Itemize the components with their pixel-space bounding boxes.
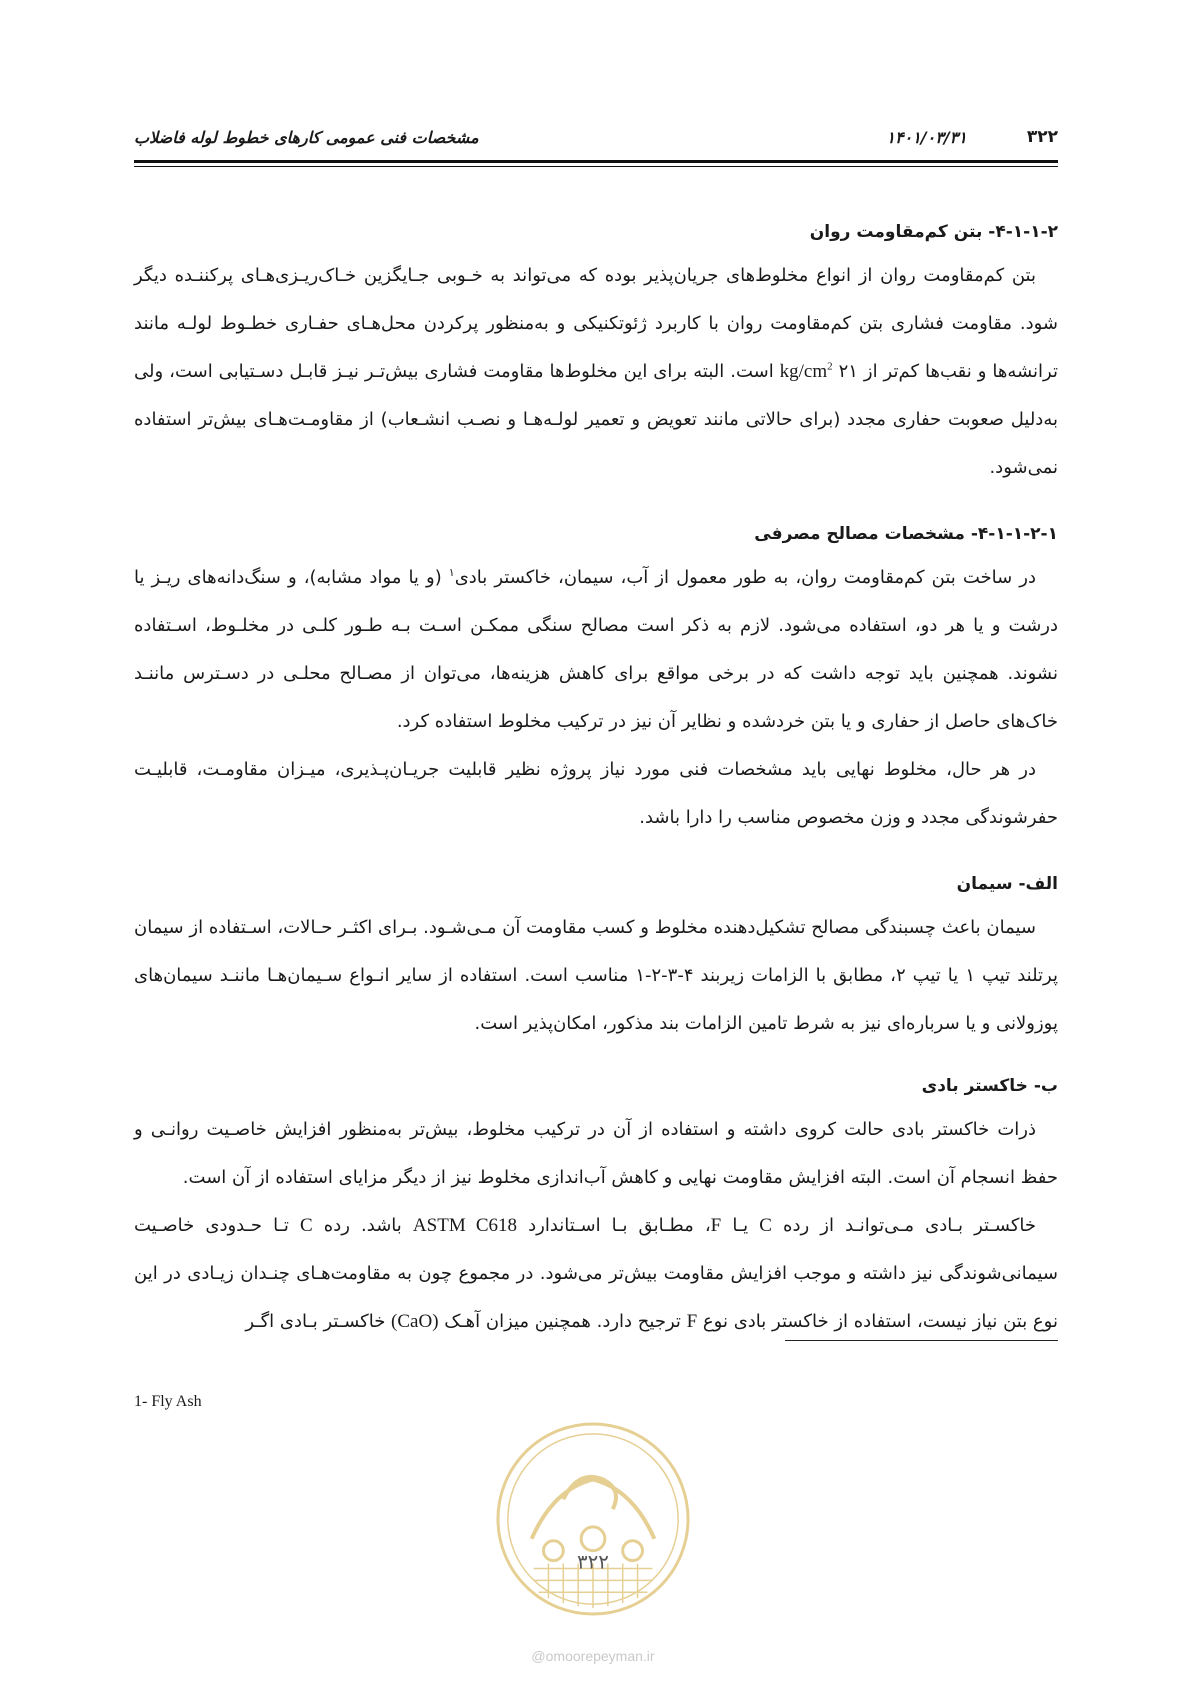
subsection-heading: ب- خاکستر بادی: [921, 1076, 1058, 1096]
spacer: [134, 1048, 1058, 1066]
running-header: [134, 120, 1058, 154]
header-rule-thin: [134, 166, 1058, 167]
text-run: ۲۱ است. البته برای این مخلوط‌ها مقاومت فشاری بیش‌تـر نیـز قابـل دسـتیابی است، ولی به‌دلیل صعوبت حفاری مجدد (برای حالاتی مانند تعویض و تعمیر لولـه‌هـا و نصـب انشـعاب) از مقاومـت‌هـای بیش‌تر استفاده نمی‌شود.: [134, 361, 1058, 478]
paragraph: ذرات خاکستر بادی حالت کروی داشته و استفاده از آن در ترکیب مخلوط، بیش‌تر به‌منظور افزایش خاصـیت روانـی و حفظ انسجام آن است. البته افزایش مقاومت نهایی و کاهش آب‌اندازی مخلوط نیز از دیگر مزایای استفاده از آن است.: [134, 1119, 1058, 1188]
subsection-heading: الف- سیمان: [956, 874, 1058, 894]
chemical-formula: (CaO): [391, 1311, 439, 1332]
watermark-seal-icon: [494, 1420, 692, 1618]
header-rule: [134, 160, 1058, 163]
footnote-ref[interactable]: ۱: [448, 566, 455, 579]
paragraph: [134, 554, 1058, 746]
text-run: بتن کم‌مقاومت روان از انواع مخلوط‌های جریان‌پذیر بوده که می‌تواند به خـوبی جـایگزین خـاک‌ریـزی‌هـای پرکننـده دیگر شود. مقاومت فشاری بتن کم‌مقاومت روان با کاربرد ژئوتکنیکی و به‌منظور پرکردن محل‌هـای حفـاری خطـوط لولـه مانند ترانشه‌ها و نقب‌ها کم‌تر از: [134, 265, 1058, 382]
section-heading: ۴-۱-۱-۲-۱- مشخصات مصالح مصرفی: [754, 524, 1058, 544]
paragraph: سیمان باعث چسبندگی مصالح تشکیل‌دهنده مخلوط و کسب مقاومت آن مـی‌شـود. بـرای اکثـر حـالات، اسـتفاده از سیمان پرتلند تیپ ۱ یا تیپ ۲، مطابق با الزامات زیربند ۴-۳-۲-۱ مناسب است. استفاده از سایر انـواع سـیمان‌هـا ماننـد سیمان‌های پوزولانی و یا سرباره‌ای نیز به شرط تامین الزامات بند مذکور، امکان‌پذیر است.: [134, 917, 1058, 1034]
header-title: مشخصات فنی عمومی کارهای خطوط لوله فاضلاب: [134, 127, 479, 147]
body-text: [134, 212, 1058, 1346]
text-run: خاکسـتر بـادی مـی‌توانـد از رده: [771, 1215, 1036, 1236]
class-label: C: [300, 1215, 313, 1236]
text-run: در ساخت بتن کم‌مقاومت روان، به طور معمول از آب، سیمان، خاکستر بادی: [454, 567, 1036, 588]
header-date: ۱۴۰۱/۰۳/۳۱: [886, 127, 967, 147]
text-run: ترجیح دارد. همچنین میزان آهـک: [438, 1311, 687, 1332]
standard-code: ASTM C618: [412, 1215, 518, 1236]
text-run: (و یا مواد مشابه)، و سنگ‌دانه‌های ریـز یا درشت و یا هر دو، استفاده می‌شود. لازم به ذکر است مصالح سنگی ممکـن اسـت بـه طـور کلـی در مخلـوط، اسـتفاده نشوند. همچنین باید توجه داشت که در برخی مواقع برای کاهش هزینه‌ها، می‌توان از مصـالح محلـی در دسـترس ماننـد خاک‌های حاصل از حفاری و یا بتن خردشده و نظایر آن نیز در ترکیب مخلوط استفاده کرد.: [134, 567, 1058, 732]
text-run: ، مطـابق بـا اسـتاندارد: [517, 1215, 711, 1236]
section-heading: ۴-۱-۱-۲- بتن کم‌مقاومت روان: [809, 222, 1058, 242]
watermark-url: @omoorepeyman.ir: [531, 1648, 655, 1664]
class-label: F: [710, 1215, 722, 1236]
text-run: تـا حـدودی خاصـیت سیمانی‌شوندگی نیز داشته و موجب افزایش مقاومت بیش‌تر می‌شود. در مجموع چون به مقاومت‌هـای چنـدان زیـادی در این نوع بتن نیاز نیست، استفاده از خاکستر بادی نوع: [134, 1215, 1058, 1332]
spacer: [134, 492, 1058, 514]
paragraph: [134, 252, 1058, 492]
class-label: F: [686, 1311, 698, 1332]
class-label: C: [759, 1215, 772, 1236]
footnote-separator: [785, 1340, 1058, 1341]
paragraph: [134, 1202, 1058, 1346]
text-run: باشد. رده: [312, 1215, 413, 1236]
unit-base: kg/cm: [779, 361, 828, 382]
paragraph: در هر حال، مخلوط نهایی باید مشخصات فنی مورد نیاز پروژه نظیر قابلیت جریـان‌پـذیری، میـزان مقاومـت، قابلیـت حفرشوندگی مجدد و وزن مخصوص مناسب را دارا باشد.: [134, 759, 1058, 828]
text-run: خاکسـتر بـادی اگـر: [245, 1311, 392, 1332]
seal-page-number: ۳۲۲: [577, 1550, 609, 1574]
unit-exponent: 2: [827, 360, 833, 373]
unit-label: [780, 361, 833, 382]
footnote: 1- Fly Ash: [134, 1393, 202, 1410]
spacer: [134, 842, 1058, 864]
header-page-number: ۳۲۲: [1026, 127, 1058, 147]
text-run: یـا: [721, 1215, 760, 1236]
